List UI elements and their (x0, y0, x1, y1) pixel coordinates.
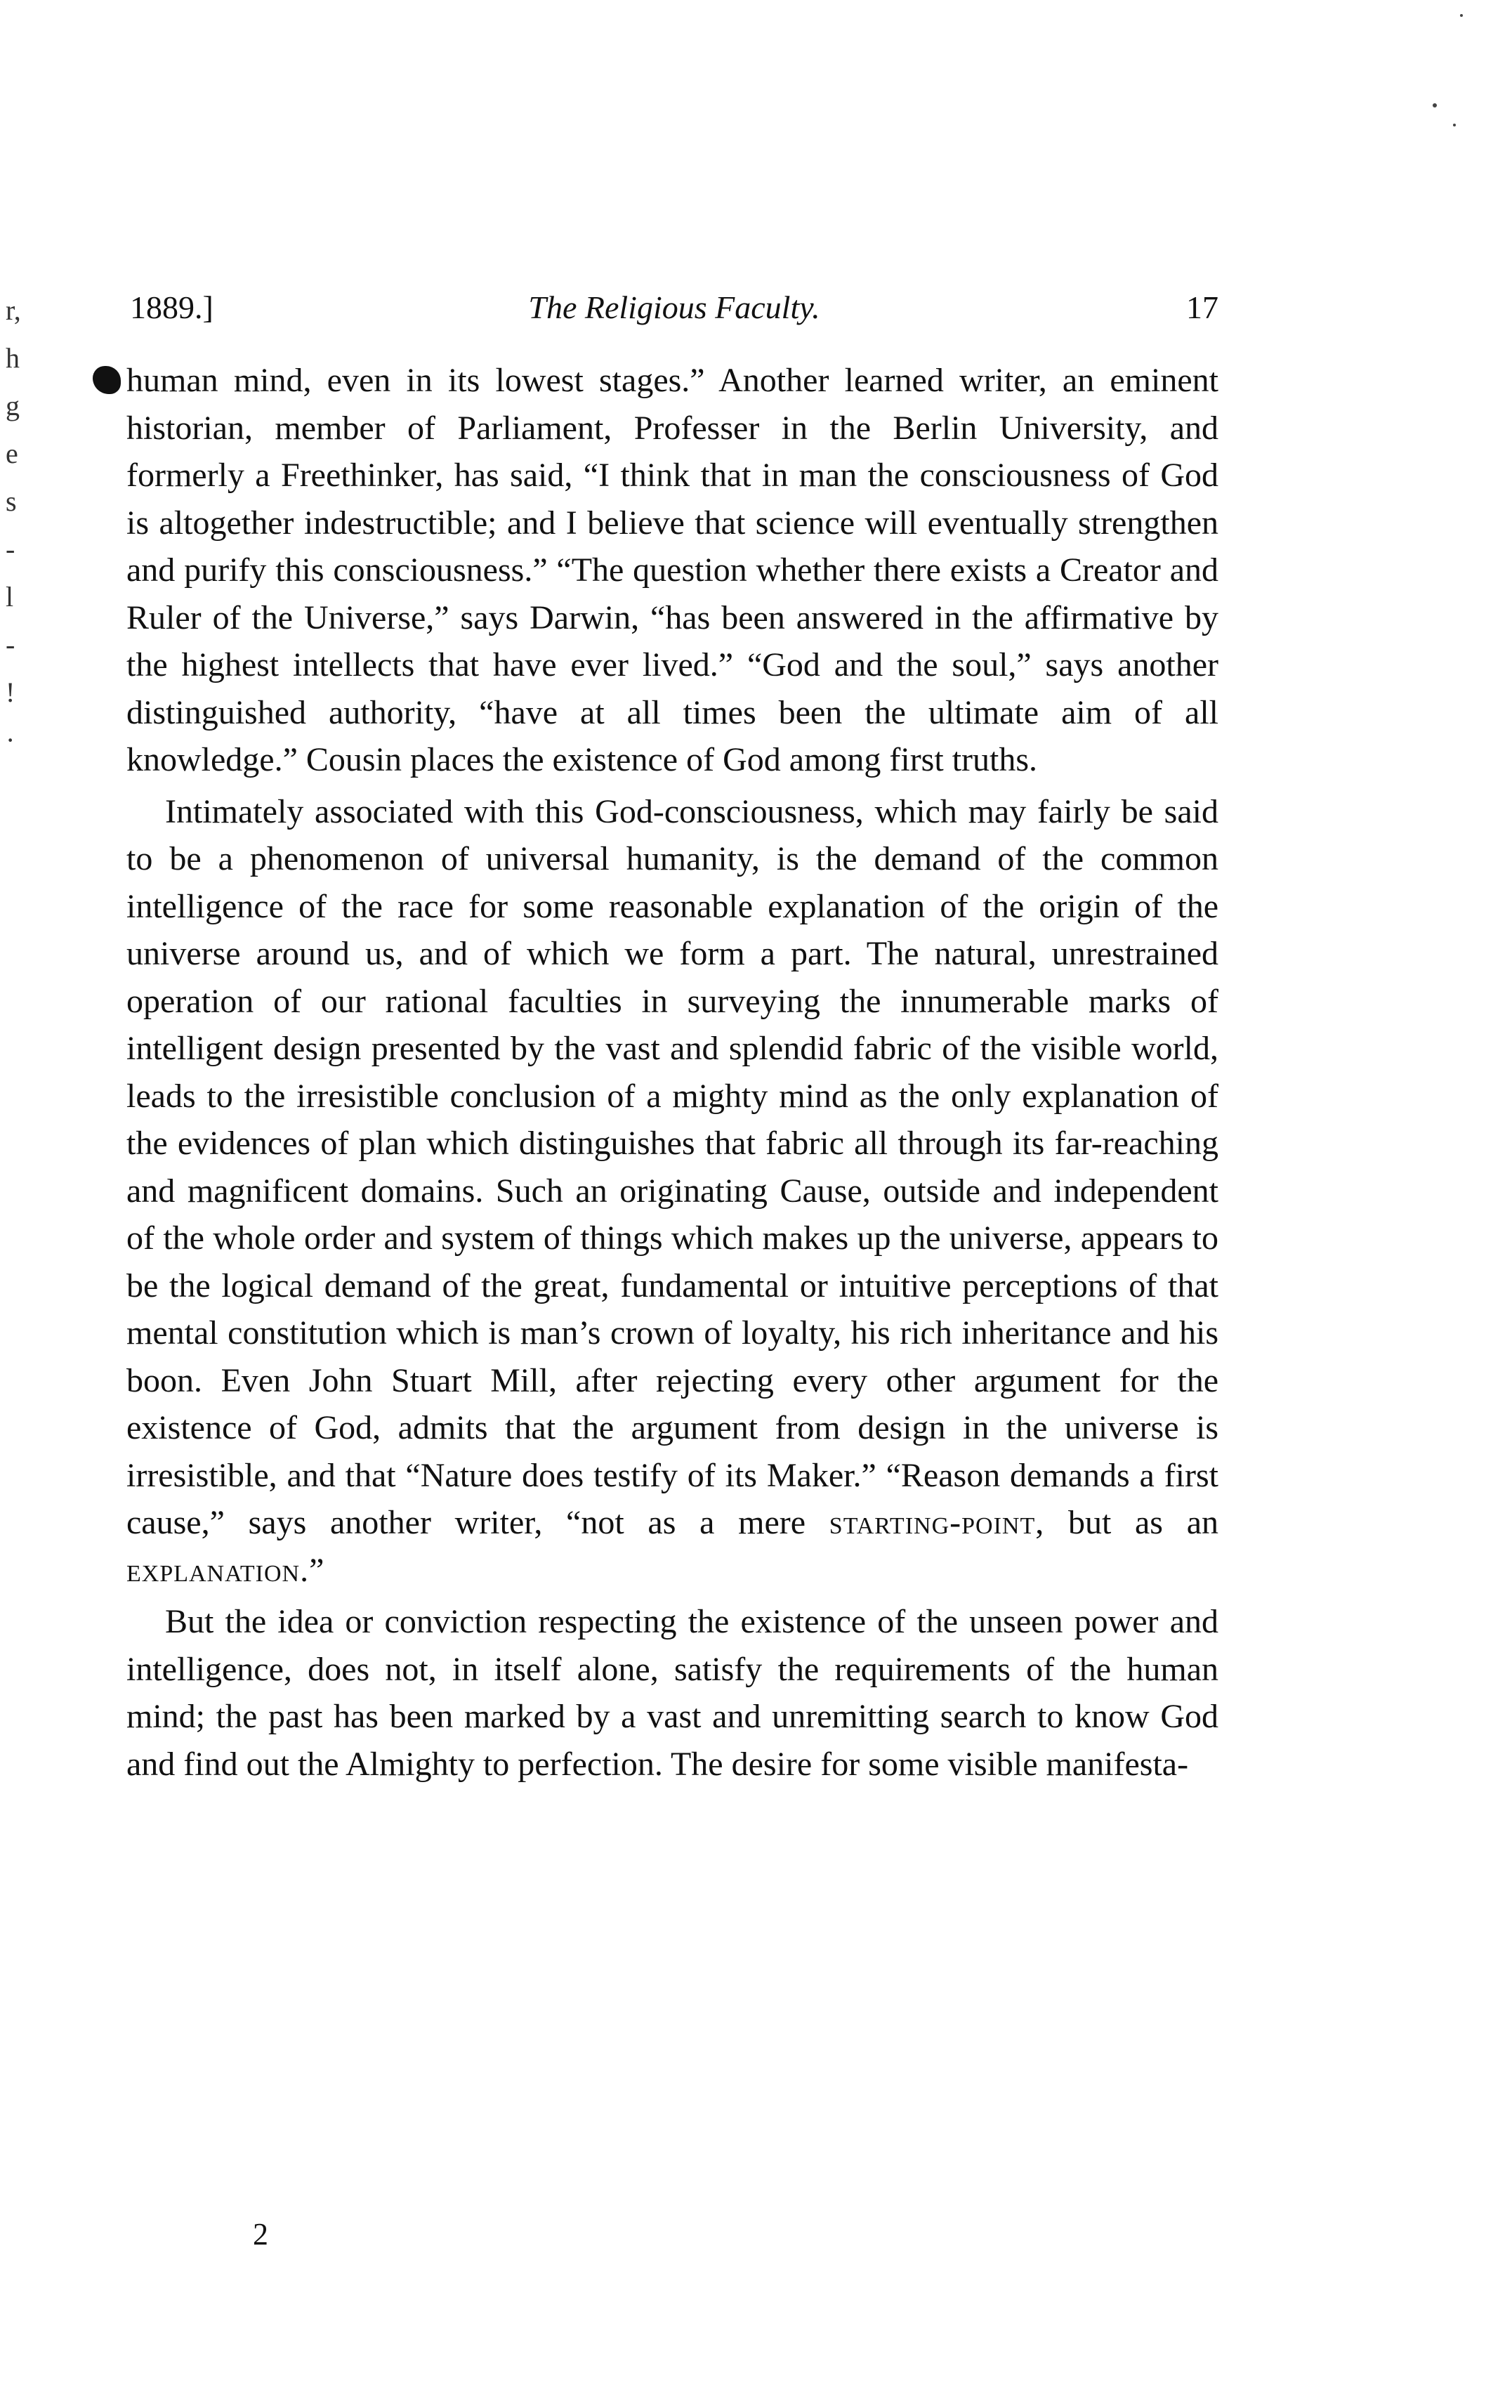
paragraph-1-text: human mind, even in its lowest stages.” Another learned writer, an eminent historian, member of Parliament, Professer in the Berlin University, and formerly a Freethinker, has said, “I think that in man the consciousness of God is altogether indestructible; and I believe that science will eventually strengthen and purify this consciousness.” “The question whether there exists a Creator and Ruler of the Universe,” says Darwin, “has been answered in the affirmative by the highest intellects that have ever lived.” “God and the soul,” says another distinguished authority, “have at all times been the ultimate aim of all knowledge.” Cousin places the existence of God among first truths. (126, 362, 1218, 778)
body-text (126, 357, 1218, 1788)
signature-mark: 2 (253, 2217, 268, 2251)
running-header (130, 287, 1218, 329)
margin-bleed-glyph: - (6, 533, 15, 565)
ink-blot (93, 366, 121, 394)
paragraph-3 (126, 1598, 1218, 1788)
margin-bleed-glyph: s (6, 485, 17, 517)
margin-bleed-column (6, 287, 34, 764)
paragraph-2-tail: but as an (1067, 1504, 1218, 1541)
paragraph-2-text: Intimately associated with this God-consciousness, which may fairly be said to be a phenomenon of universal humanity, is the demand of the common intelligence of the race for some reasonable explanation of the origin of the universe around us, and of which we form a part. The natural, unrestrained operation of our rational faculties in surveying the innumerable marks of intelligent design presented by the vast and splendid fabric of the visible world, leads to the irresistible conclusion of a mighty mind as the only explanation of the evidences of plan which distinguishes that fabric all through its far-reaching and magnificent domains. Such an originating Cause, outside and independent of the whole order and system of things which makes up the universe, appears to be the logical demand of the great, fundamental or intuitive perceptions of that mental constitution which is man’s crown of loyalty, his rich inheritance and his boon. Even John Stuart Mill, after rejecting every other argument for the existence of God, admits that the argument from design in the universe is irresistible, and that “Nature does testify of its Maker.” “Reason demands a first cause,” says another writer, “not as a mere (126, 792, 1218, 1541)
margin-bleed-glyph: · (6, 724, 15, 756)
smallcaps-starting-point: starting-point, (829, 1504, 1045, 1541)
margin-bleed-glyph: ! (6, 676, 15, 708)
smallcaps-explanation: explanation.” (126, 1551, 325, 1589)
speck-marks (1379, 0, 1484, 140)
margin-bleed-glyph: g (6, 390, 20, 421)
margin-bleed-glyph: r, (6, 294, 21, 326)
paragraph-3-text: But the idea or conviction respecting the existence of the unseen power and intelligence, does not, in itself alone, satisfy the requirements of the human mind; the past has been marked by a vast and unremitting search to know God and find out the Almighty to perfection. The desire for some visible manifesta- (126, 1603, 1218, 1783)
margin-bleed-glyph: l (6, 581, 14, 613)
header-year: 1889.] (130, 289, 213, 325)
margin-bleed-glyph: - (6, 629, 15, 660)
paragraph-2 (126, 788, 1218, 1595)
header-title: The Religious Faculty. (528, 289, 820, 325)
paragraph-1 (126, 357, 1218, 784)
margin-bleed-glyph: e (6, 438, 18, 469)
margin-bleed-glyph: h (6, 342, 20, 374)
header-page-number: 17 (1186, 289, 1218, 325)
